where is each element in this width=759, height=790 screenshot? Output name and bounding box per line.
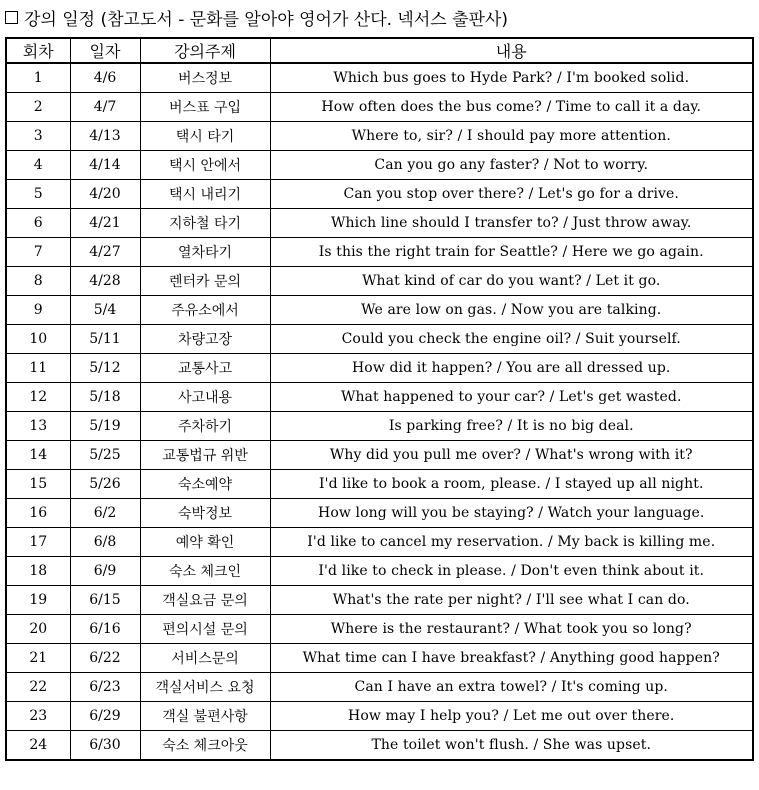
date-cell: 4/20 xyxy=(70,180,140,209)
table-row xyxy=(6,63,753,93)
session-number-cell: 16 xyxy=(6,499,70,528)
session-number-cell: 11 xyxy=(6,354,70,383)
table-row xyxy=(6,499,753,528)
date-cell: 6/30 xyxy=(70,731,140,761)
header-date: 일자 xyxy=(70,38,140,63)
session-number-cell: 10 xyxy=(6,325,70,354)
table-row xyxy=(6,354,753,383)
session-number-cell: 7 xyxy=(6,238,70,267)
table-row xyxy=(6,441,753,470)
date-cell: 4/6 xyxy=(70,63,140,93)
date-cell: 6/8 xyxy=(70,528,140,557)
date-cell: 5/11 xyxy=(70,325,140,354)
content-cell: What happened to your car? / Let's get wasted. xyxy=(270,383,753,412)
date-cell: 5/12 xyxy=(70,354,140,383)
date-cell: 6/22 xyxy=(70,644,140,673)
content-cell: How often does the bus come? / Time to call it a day. xyxy=(270,93,753,122)
session-number-cell: 5 xyxy=(6,180,70,209)
content-cell: Which bus goes to Hyde Park? / I'm booked solid. xyxy=(270,63,753,93)
schedule-table xyxy=(5,37,754,761)
topic-cell: 숙소 체크아웃 xyxy=(140,731,270,761)
topic-cell: 교통법규 위반 xyxy=(140,441,270,470)
session-number-cell: 9 xyxy=(6,296,70,325)
table-row xyxy=(6,412,753,441)
date-cell: 4/27 xyxy=(70,238,140,267)
session-number-cell: 18 xyxy=(6,557,70,586)
date-cell: 4/7 xyxy=(70,93,140,122)
session-number-cell: 24 xyxy=(6,731,70,761)
content-cell: Can you go any faster? / Not to worry. xyxy=(270,151,753,180)
table-row xyxy=(6,151,753,180)
document-title: 강의 일정 (참고도서 - 문화를 알아야 영어가 산다. 넥서스 출판사) xyxy=(24,9,508,30)
topic-cell: 버스정보 xyxy=(140,63,270,93)
content-cell: I'd like to cancel my reservation. / My back is killing me. xyxy=(270,528,753,557)
table-row xyxy=(6,731,753,761)
session-number-cell: 22 xyxy=(6,673,70,702)
session-number-cell: 13 xyxy=(6,412,70,441)
content-cell: How may I help you? / Let me out over there. xyxy=(270,702,753,731)
table-row xyxy=(6,644,753,673)
content-cell: Where to, sir? / I should pay more attention. xyxy=(270,122,753,151)
date-cell: 6/29 xyxy=(70,702,140,731)
content-cell: Can you stop over there? / Let's go for a drive. xyxy=(270,180,753,209)
date-cell: 6/16 xyxy=(70,615,140,644)
date-cell: 6/2 xyxy=(70,499,140,528)
content-cell: We are low on gas. / Now you are talking. xyxy=(270,296,753,325)
session-number-cell: 8 xyxy=(6,267,70,296)
topic-cell: 열차타기 xyxy=(140,238,270,267)
content-cell: I'd like to check in please. / Don't even think about it. xyxy=(270,557,753,586)
content-cell: How did it happen? / You are all dressed up. xyxy=(270,354,753,383)
topic-cell: 택시 안에서 xyxy=(140,151,270,180)
table-row xyxy=(6,238,753,267)
content-cell: The toilet won't flush. / She was upset. xyxy=(270,731,753,761)
date-cell: 4/14 xyxy=(70,151,140,180)
content-cell: Is this the right train for Seattle? / Here we go again. xyxy=(270,238,753,267)
table-row xyxy=(6,615,753,644)
session-number-cell: 3 xyxy=(6,122,70,151)
date-cell: 6/23 xyxy=(70,673,140,702)
table-row xyxy=(6,296,753,325)
content-cell: What kind of car do you want? / Let it go. xyxy=(270,267,753,296)
date-cell: 6/15 xyxy=(70,586,140,615)
table-row xyxy=(6,702,753,731)
topic-cell: 주유소에서 xyxy=(140,296,270,325)
table-row xyxy=(6,557,753,586)
topic-cell: 객실 불편사항 xyxy=(140,702,270,731)
session-number-cell: 17 xyxy=(6,528,70,557)
topic-cell: 서비스문의 xyxy=(140,644,270,673)
content-cell: Could you check the engine oil? / Suit yourself. xyxy=(270,325,753,354)
topic-cell: 숙소 체크인 xyxy=(140,557,270,586)
topic-cell: 렌터카 문의 xyxy=(140,267,270,296)
session-number-cell: 12 xyxy=(6,383,70,412)
session-number-cell: 21 xyxy=(6,644,70,673)
table-row xyxy=(6,180,753,209)
date-cell: 6/9 xyxy=(70,557,140,586)
content-cell: Is parking free? / It is no big deal. xyxy=(270,412,753,441)
session-number-cell: 4 xyxy=(6,151,70,180)
topic-cell: 숙박정보 xyxy=(140,499,270,528)
topic-cell: 편의시설 문의 xyxy=(140,615,270,644)
table-row xyxy=(6,586,753,615)
topic-cell: 지하철 타기 xyxy=(140,209,270,238)
topic-cell: 숙소예약 xyxy=(140,470,270,499)
session-number-cell: 20 xyxy=(6,615,70,644)
date-cell: 4/21 xyxy=(70,209,140,238)
content-cell: What's the rate per night? / I'll see what I can do. xyxy=(270,586,753,615)
table-row xyxy=(6,93,753,122)
table-body xyxy=(6,63,753,760)
session-number-cell: 23 xyxy=(6,702,70,731)
content-cell: What time can I have breakfast? / Anything good happen? xyxy=(270,644,753,673)
table-row xyxy=(6,267,753,296)
content-cell: I'd like to book a room, please. / I stayed up all night. xyxy=(270,470,753,499)
table-row xyxy=(6,325,753,354)
date-cell: 5/25 xyxy=(70,441,140,470)
date-cell: 5/4 xyxy=(70,296,140,325)
table-row xyxy=(6,209,753,238)
topic-cell: 주차하기 xyxy=(140,412,270,441)
header-topic: 강의주제 xyxy=(140,38,270,63)
session-number-cell: 14 xyxy=(6,441,70,470)
table-row xyxy=(6,383,753,412)
session-number-cell: 15 xyxy=(6,470,70,499)
date-cell: 5/18 xyxy=(70,383,140,412)
table-header-row xyxy=(6,38,753,63)
date-cell: 4/13 xyxy=(70,122,140,151)
table-row xyxy=(6,673,753,702)
document-title-row xyxy=(5,4,508,30)
table-row xyxy=(6,122,753,151)
content-cell: Where is the restaurant? / What took you so long? xyxy=(270,615,753,644)
table-row xyxy=(6,470,753,499)
topic-cell: 교통사고 xyxy=(140,354,270,383)
topic-cell: 차량고장 xyxy=(140,325,270,354)
session-number-cell: 2 xyxy=(6,93,70,122)
topic-cell: 택시 타기 xyxy=(140,122,270,151)
topic-cell: 택시 내리기 xyxy=(140,180,270,209)
content-cell: Which line should I transfer to? / Just throw away. xyxy=(270,209,753,238)
header-content: 내용 xyxy=(270,38,753,63)
session-number-cell: 6 xyxy=(6,209,70,238)
checkbox-bullet-icon xyxy=(5,11,18,24)
date-cell: 5/19 xyxy=(70,412,140,441)
topic-cell: 버스표 구입 xyxy=(140,93,270,122)
header-session: 회차 xyxy=(6,38,70,63)
table-row xyxy=(6,528,753,557)
date-cell: 5/26 xyxy=(70,470,140,499)
topic-cell: 객실서비스 요청 xyxy=(140,673,270,702)
session-number-cell: 1 xyxy=(6,63,70,93)
session-number-cell: 19 xyxy=(6,586,70,615)
topic-cell: 사고내용 xyxy=(140,383,270,412)
content-cell: Why did you pull me over? / What's wrong with it? xyxy=(270,441,753,470)
date-cell: 4/28 xyxy=(70,267,140,296)
content-cell: How long will you be staying? / Watch your language. xyxy=(270,499,753,528)
topic-cell: 예약 확인 xyxy=(140,528,270,557)
content-cell: Can I have an extra towel? / It's coming up. xyxy=(270,673,753,702)
topic-cell: 객실요금 문의 xyxy=(140,586,270,615)
